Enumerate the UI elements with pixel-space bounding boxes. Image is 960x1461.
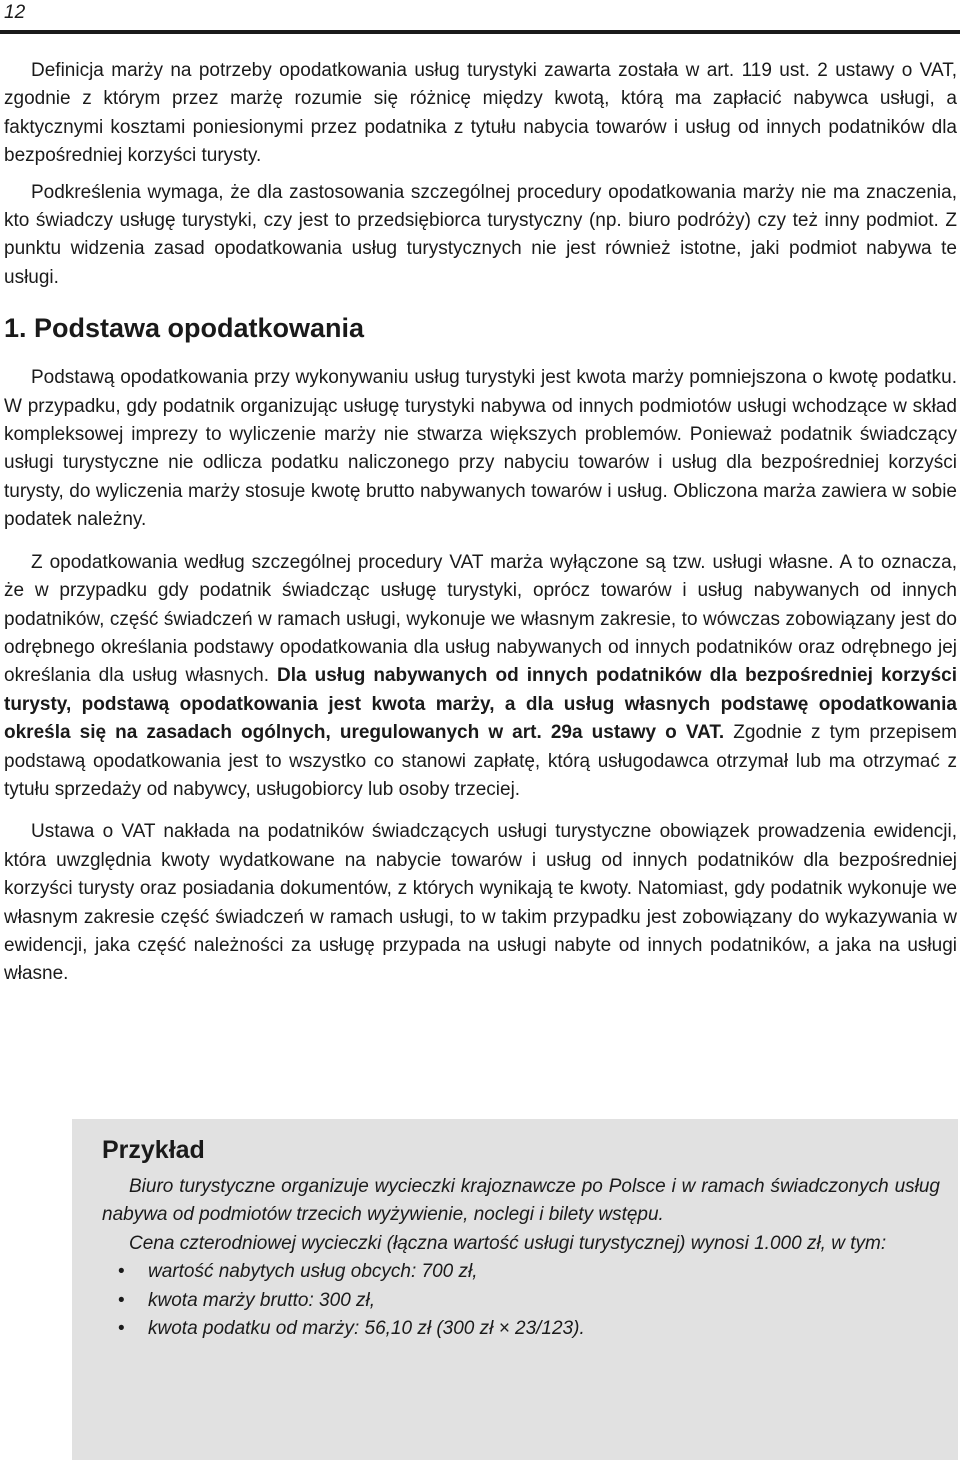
list-item xyxy=(118,1315,940,1343)
own-services-intro: Z opodatkowania według szczególnej procedury VAT marża wyłączone są tzw. usługi własne. A to oznacza, że w przypadku gdy podatnik świadcząc usługę turystyki, oprócz towarów i usług nabywanych od innych podatników, część świadczeń w ramach usługi, wykonuje we własnym zakresie, to wówczas zobowiązany jest do odrębnego określania podstawy opodatkowania dla usług nabywanych od innych podatników oraz odrębnego jej określania dla usług własnych. xyxy=(4,551,957,687)
example-title: Przykład xyxy=(102,1136,205,1164)
list-item-text: kwota podatku od marży: 56,10 zł (300 zł × 23/123). xyxy=(148,1318,585,1340)
bullet-icon: • xyxy=(118,1318,125,1340)
bullet-icon: • xyxy=(118,1261,125,1283)
paragraph-own-services xyxy=(4,549,957,805)
list-item xyxy=(118,1258,940,1286)
list-item-text: kwota marży brutto: 300 zł, xyxy=(148,1289,376,1311)
paragraph-definition: Definicja marży na potrzeby opodatkowania usług turystyki zawarta została w art. 119 ust. 2 ustawy o VAT, zgodnie z którym przez marżę rozumie się różnicę między kwotą, którą ma zapłacić nabywca usługi, a faktycznymi kosztami poniesionymi przez podatnika z tytułu nabycia towarów i usług od innych podatników dla bezpośredniej korzyści turysty. xyxy=(4,60,957,167)
example-list xyxy=(102,1258,940,1343)
section-heading: 1. Podstawa opodatkowania xyxy=(4,313,365,344)
own-services-end: Zgodnie z tym przepisem podstawą opodatkowania jest to wszystko co stanowi zapłatę, którą usługodawca otrzymał lub ma otrzymać z tytułu sprzedaży od nabywcy, usługobiorcy lub osoby trzeciej. xyxy=(4,722,957,800)
page-number: 12 xyxy=(4,2,26,23)
paragraph-records: Ustawa o VAT nakłada na podatników świadczących usługi turystyczne obowiązek prowadzenia ewidencji, która uwzględnia kwoty wydatkowane na nabycie towarów i usług od innych podatników dla bezpośredniej korzyści turysty oraz posiadania dokumentów, z których wynikają te kwoty. Natomiast, gdy podatnik wykonuje we własnym zakresie część świadczeń w ramach usługi, to w takim przypadku jest zobowiązany do wykazywania w ewidencji, jaka część należności za usługę przypada na usługi nabyte od innych podatników, a jaka na usługi własne. xyxy=(4,821,957,985)
own-services-bold: Dla usług nabywanych od innych podatników dla bezpośredniej korzyści turysty, podstawą opodatkowania jest kwota marży, a dla usług własnych podstawę opodatkowania określa się na zasadach ogólnych, uregulowanych w art. 29a ustawy o VAT. xyxy=(4,665,957,744)
list-item-text: wartość nabytych usług obcych: 700 zł, xyxy=(148,1261,478,1283)
bullet-icon: • xyxy=(118,1289,125,1311)
example-box xyxy=(72,1119,958,1460)
main-text xyxy=(4,57,957,997)
example-paragraph-2: Cena czterodniowej wycieczki (łączna wartość usługi turystycznej) wynosi 1.000 zł, w tym: xyxy=(129,1232,887,1254)
list-item xyxy=(118,1287,940,1315)
header-rule xyxy=(0,30,960,34)
paragraph-emphasis: Podkreślenia wymaga, że dla zastosowania szczególnej procedury opodatkowania marży nie ma znaczenia, kto świadczy usługę turystyki, czy jest to przedsiębiorca turystyczny (np. biuro podróży) czy też inny podmiot. Z punktu widzenia zasad opodatkowania usług turystycznych nie jest również istotne, jaki podmiot nabywa te usługi. xyxy=(4,181,957,288)
example-paragraph-1: Biuro turystyczne organizuje wycieczki krajoznawcze po Polsce i w ramach świadczonych usług nabywa od podmiotów trzecich wyżywienie, noclegi i bilety wstępu. xyxy=(102,1176,940,1226)
paragraph-tax-base: Podstawą opodatkowania przy wykonywaniu usług turystyki jest kwota marży pomniejszona o kwotę podatku. W przypadku, gdy podatnik organizując usługę turystyki nabywa od innych podmiotów usługi wchodzące w skład kompleksowej imprezy to wyliczenie marży nie stwarza większych problemów. Ponieważ podatnik świadczący usługi turystyczne nie odlicza podatku naliczonego przy nabyciu towarów i usług dla bezpośredniej korzyści turysty, do wyliczenia marży stosuje kwotę brutto nabywanych towarów i usług. Obliczona marża zawiera w sobie podatek należny. xyxy=(4,367,957,531)
